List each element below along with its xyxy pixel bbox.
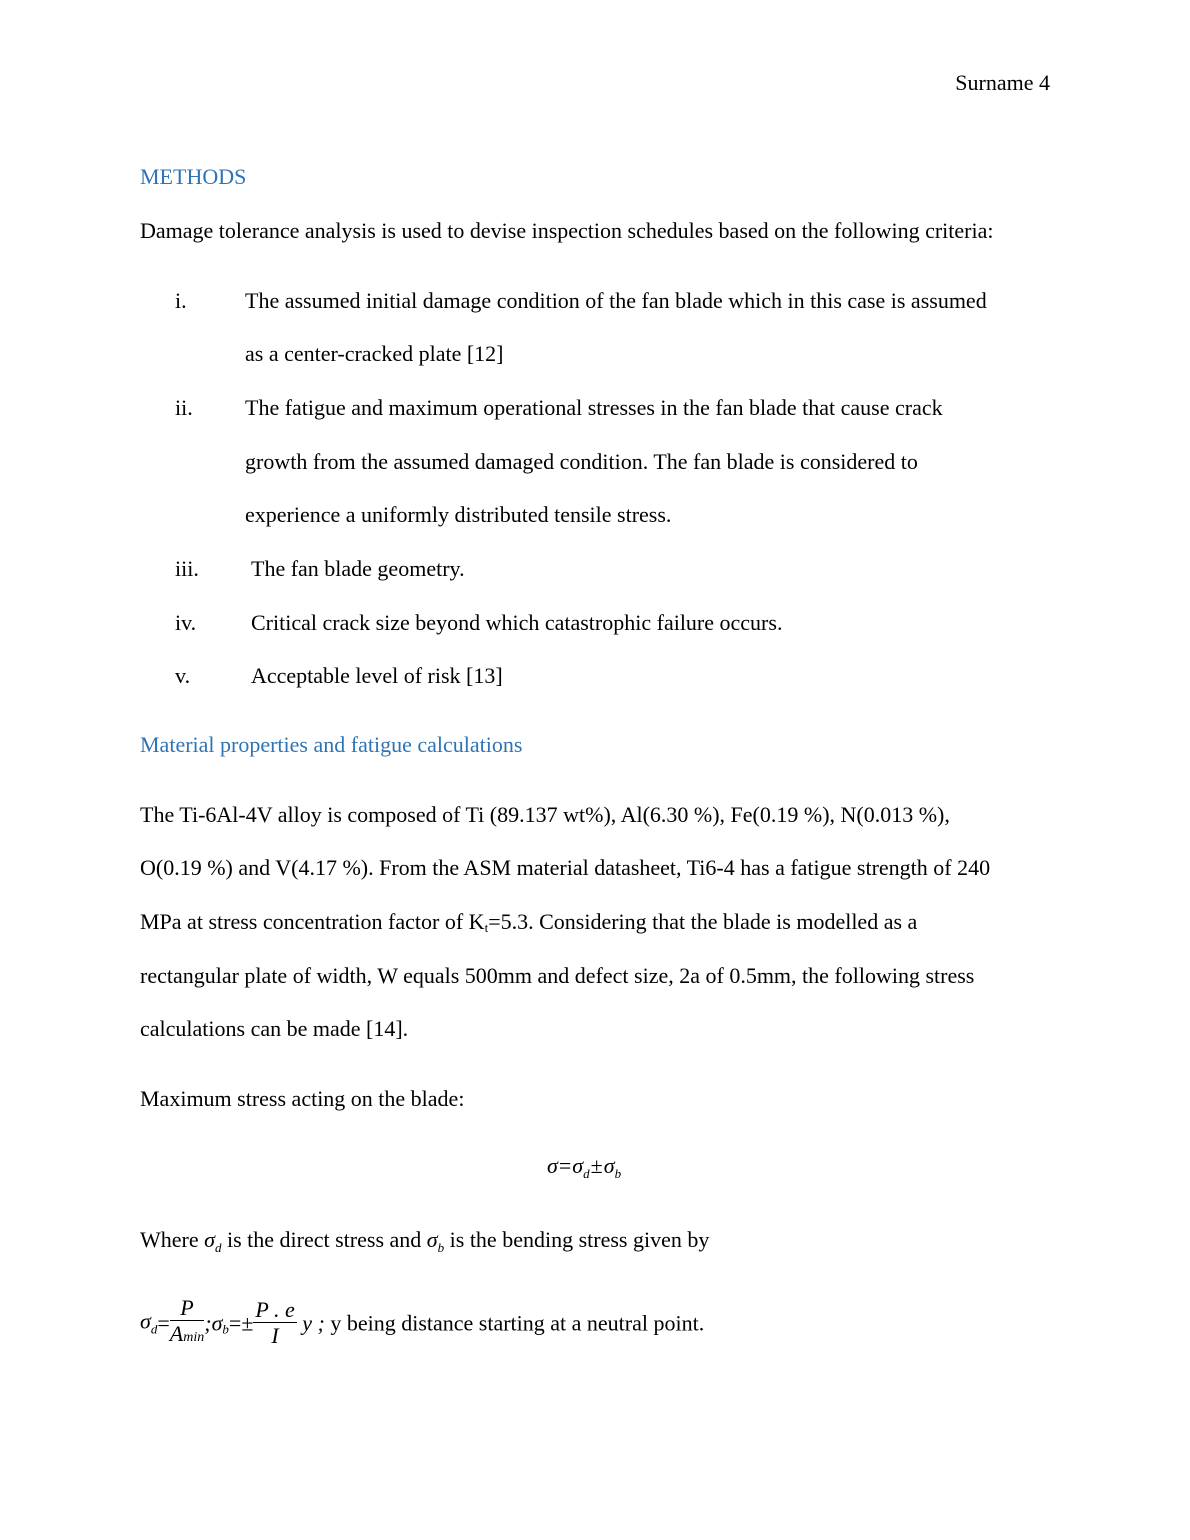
paragraph-line: calculations can be made [14]. <box>140 1016 409 1041</box>
y-symbol: y ; <box>302 1310 325 1336</box>
paragraph-text: is the bending stress given by <box>449 1227 710 1252</box>
list-item-text: as a center-cracked plate [12] <box>245 341 504 366</box>
list-item-number: i. <box>175 288 187 313</box>
subscript-b: b <box>437 1240 445 1255</box>
numerator: P <box>170 1296 204 1321</box>
paragraph-line: O(0.19 %) and V(4.17 %). From the ASM material datasheet, Ti6-4 has a fatigue strength of 240 <box>140 855 991 880</box>
sigma-symbol: σ <box>547 1153 558 1178</box>
denominator: I <box>271 1323 279 1348</box>
methods-heading: METHODS <box>140 164 247 189</box>
direct-stress-fraction <box>170 1296 204 1351</box>
list-item-number: v. <box>175 663 191 688</box>
paragraph-text: y being distance starting at a neutral point. <box>330 1310 705 1336</box>
denominator <box>170 1321 204 1351</box>
material-heading: Material properties and fatigue calculations <box>140 732 523 757</box>
paragraph-line <box>140 909 917 936</box>
sigma-symbol: σ <box>140 1308 151 1334</box>
subscript-b: b <box>222 1321 229 1337</box>
list-item-text: Critical crack size beyond which catastrophic failure occurs. <box>251 610 783 635</box>
equals-symbol: = <box>157 1310 170 1336</box>
max-stress-label: Maximum stress acting on the blade: <box>140 1086 465 1111</box>
paragraph-text: =5.3. Considering that the blade is modelled as a <box>488 909 918 934</box>
list-item-text: Acceptable level of risk [13] <box>251 663 503 688</box>
equals-symbol: = <box>228 1310 242 1336</box>
stress-equation <box>547 1153 621 1182</box>
formula-line <box>140 1296 704 1351</box>
sigma-symbol: σ <box>204 1227 215 1252</box>
list-item-text: The fan blade geometry. <box>251 556 465 581</box>
list-item-text: The fatigue and maximum operational stresses in the fan blade that cause crack <box>245 395 943 420</box>
plus-minus-symbol: ± <box>590 1153 603 1178</box>
list-item-number: iii. <box>175 556 199 581</box>
equals-symbol: = <box>558 1153 572 1178</box>
bending-stress-fraction <box>253 1298 296 1349</box>
methods-intro: Damage tolerance analysis is used to devise inspection schedules based on the following criteria: <box>140 218 994 243</box>
paragraph-text: is the direct stress and <box>226 1227 422 1252</box>
sigma-symbol: σ <box>603 1153 615 1178</box>
area-symbol: A <box>169 1321 184 1346</box>
list-item-text: growth from the assumed damaged condition. The fan blade is considered to <box>245 449 918 474</box>
plus-minus-symbol: ± <box>241 1310 254 1336</box>
sigma-symbol: σ <box>572 1153 584 1178</box>
paragraph-line: The Ti-6Al-4V alloy is composed of Ti (89.137 wt%), Al(6.30 %), Fe(0.19 %), N(0.013 %), <box>140 802 950 827</box>
sigma-symbol: σ <box>211 1310 223 1336</box>
subscript-d: d <box>583 1166 590 1181</box>
subscript-d: d <box>214 1240 222 1255</box>
sigma-symbol: σ <box>426 1227 438 1252</box>
where-line <box>140 1227 709 1256</box>
subscript-b: b <box>614 1166 622 1181</box>
subscript-min: min <box>183 1330 205 1345</box>
list-item-number: ii. <box>175 395 193 420</box>
list-item-number: iv. <box>175 610 197 635</box>
kt-subscript: t <box>484 920 489 935</box>
paragraph-text: MPa at stress concentration factor of K <box>140 909 485 934</box>
subscript-d: d <box>150 1321 158 1337</box>
numerator: P . e <box>255 1297 295 1322</box>
list-item-text: experience a uniformly distributed tensile stress. <box>245 502 672 527</box>
paragraph-text: Where <box>140 1227 199 1252</box>
running-head: Surname 4 <box>955 70 1050 95</box>
semicolon: ; <box>204 1310 212 1336</box>
list-item-text: The assumed initial damage condition of the fan blade which in this case is assumed <box>245 288 987 313</box>
paragraph-line: rectangular plate of width, W equals 500mm and defect size, 2a of 0.5mm, the following stress <box>140 963 975 988</box>
